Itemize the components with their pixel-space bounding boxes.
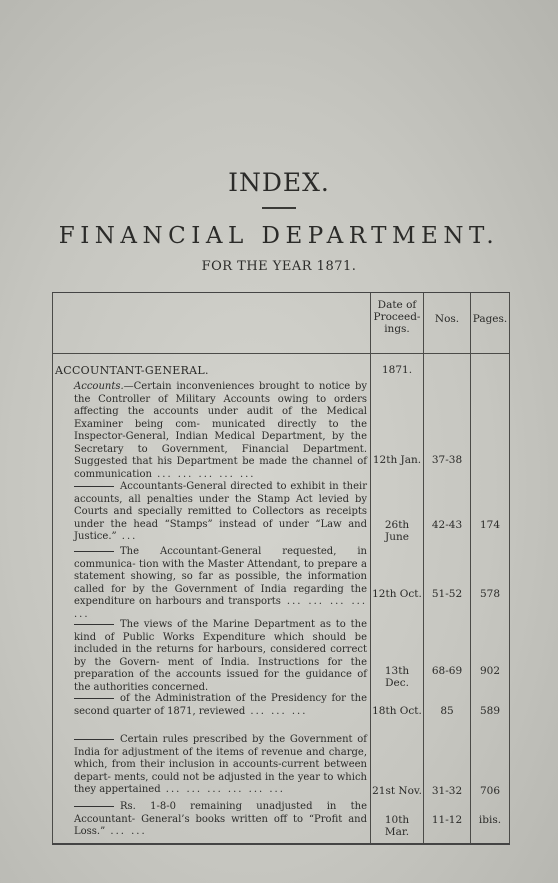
- entry-6-pages: 706: [479, 785, 501, 797]
- entry-7-pages: ibis.: [478, 814, 502, 826]
- year-heading: FOR THE YEAR 1871.: [201, 259, 357, 274]
- column-header-date-line3: ings.: [384, 323, 410, 335]
- entry-4-text: The views of the Marine Department as to the kind of Public Works Expenditure which should be included in the returns for harbours, considered correct by the Govern- ment of India. Instructions for the preparation of the accounts issued for the guidance of the authorities concerned.: [74, 619, 367, 693]
- column-header-date-line1: Date of: [377, 299, 417, 311]
- table-left-border: [52, 293, 53, 843]
- entry-6: Certain rules prescribed by the Government of India for adjustment of the items of revenue and charge, which, from their inclusion in accounts-current between depart- ments, could not be adjusted in the year to which they appertained ... ... ... ... ... ...: [74, 734, 367, 795]
- entry-3: The Accountant-General requested, in communica- tion with the Master Attendant, to prepare a statement showing, so far as possible, the information called for by the Government of India regarding the expenditure on harbours and transports ... ... ... ... ...: [74, 546, 367, 620]
- nos-column-divider: [423, 293, 424, 843]
- entry-4-pages: 902: [479, 665, 501, 677]
- entry-1: Accounts.—Certain inconveniences brought to notice by the Controller of Military Accounts owing to orders affecting the accounts under audit of the Medical Examiner being com- municated directly to the Inspector-General, Indian Medical Department, by the Secretary to Government, Financial Department. Suggested that his Department be made the channel of communication ... ... ... ... ...: [74, 381, 367, 480]
- entry-1-nos: 37-38: [431, 454, 463, 466]
- section-year: 1871.: [381, 364, 413, 376]
- entry-7-text: Rs. 1-8-0 remaining unadjusted in the Accountant- General’s books written off to “Profit and Loss.”: [74, 801, 367, 837]
- entry-7: Rs. 1-8-0 remaining unadjusted in the Accountant- General’s books written off to “Profit and Loss.” ... ...: [74, 801, 367, 837]
- entry-2-nos: 42-43: [431, 519, 463, 531]
- entry-3-pages: 578: [479, 588, 501, 600]
- table-right-border: [509, 293, 510, 843]
- column-header-pages: Pages.: [472, 313, 508, 325]
- entry-2-pages: 174: [479, 519, 501, 531]
- ditto-dash: [74, 624, 114, 625]
- entry-4-nos: 68-69: [431, 665, 463, 677]
- entry-4: [74, 619, 367, 694]
- section-heading: ACCOUNTANT-GENERAL.: [55, 364, 209, 377]
- entry-6-text: Certain rules prescribed by the Government of India for adjustment of the items of revenue and charge, which, from their inclusion in accounts-current between depart- ments, could not be adjusted in the year to which they appertained: [74, 734, 367, 795]
- header-rule: [52, 353, 510, 354]
- department-heading: FINANCIAL DEPARTMENT.: [58, 223, 500, 249]
- entry-3-nos: 51-52: [431, 588, 463, 600]
- ditto-dash: [74, 739, 114, 740]
- entry-1-text: Certain inconveniences brought to notice by the Controller of Military Accounts owing to orders affecting the accounts under audit of the Medical Examiner being com- municated directly to the Inspector-General, Indian Medical Department, by the Secretary to Government, Financial Department. Suggested that his Department be made the channel of communication: [74, 381, 367, 480]
- entry-5-nos: 85: [440, 705, 454, 717]
- entry-7-date: 10th Mar.: [384, 814, 410, 838]
- ditto-dash: [74, 551, 114, 552]
- entry-6-date: 21st Nov.: [372, 785, 422, 797]
- title-rule: [262, 207, 296, 209]
- entry-1-date: 12th Jan.: [372, 454, 422, 466]
- entry-3-text: The Accountant-General requested, in communica- tion with the Master Attendant, to prepare a statement showing, so far as possible, the information called for by the Government of India regarding the expenditure on harbours and transports: [74, 546, 367, 607]
- page-title: INDEX.: [228, 168, 330, 197]
- entry-1-lead: Accounts.—: [74, 381, 134, 392]
- entry-5-text: of the Administration of the Presidency for the second quarter of 1871, reviewed: [74, 693, 367, 717]
- date-column-divider: [370, 293, 371, 843]
- index-table: [52, 292, 510, 845]
- ditto-dash: [74, 698, 114, 699]
- entry-5: of the Administration of the Presidency for the second quarter of 1871, reviewed ... ... ...: [74, 693, 367, 717]
- entry-2-date: 26th June: [384, 519, 410, 543]
- entry-2-text: Accountants-General directed to exhibit in their accounts, all penalties under the Stamp Act levied by Courts and specially remitted to Collectors as receipts under the head “Stamps” instead of under “Law and Justice.”: [74, 481, 367, 542]
- ditto-dash: [74, 806, 114, 807]
- column-header-date: [372, 299, 422, 335]
- entry-3-date: 12th Oct.: [372, 588, 422, 600]
- entry-5-pages: 589: [479, 705, 501, 717]
- ditto-dash: [74, 486, 114, 487]
- entry-6-nos: 31-32: [431, 785, 463, 797]
- column-header-date-line2: Proceed-: [373, 311, 421, 323]
- entry-2: Accountants-General directed to exhibit in their accounts, all penalties under the Stamp Act levied by Courts and specially remitted to Collectors as receipts under the head “Stamps” instead of under “Law and Justice.” ...: [74, 481, 367, 542]
- pages-column-divider: [470, 293, 471, 843]
- entry-5-date: 18th Oct.: [372, 705, 422, 717]
- column-header-nos: Nos.: [434, 313, 460, 325]
- entry-7-nos: 11-12: [431, 814, 463, 826]
- entry-4-date: 13th Dec.: [384, 665, 410, 689]
